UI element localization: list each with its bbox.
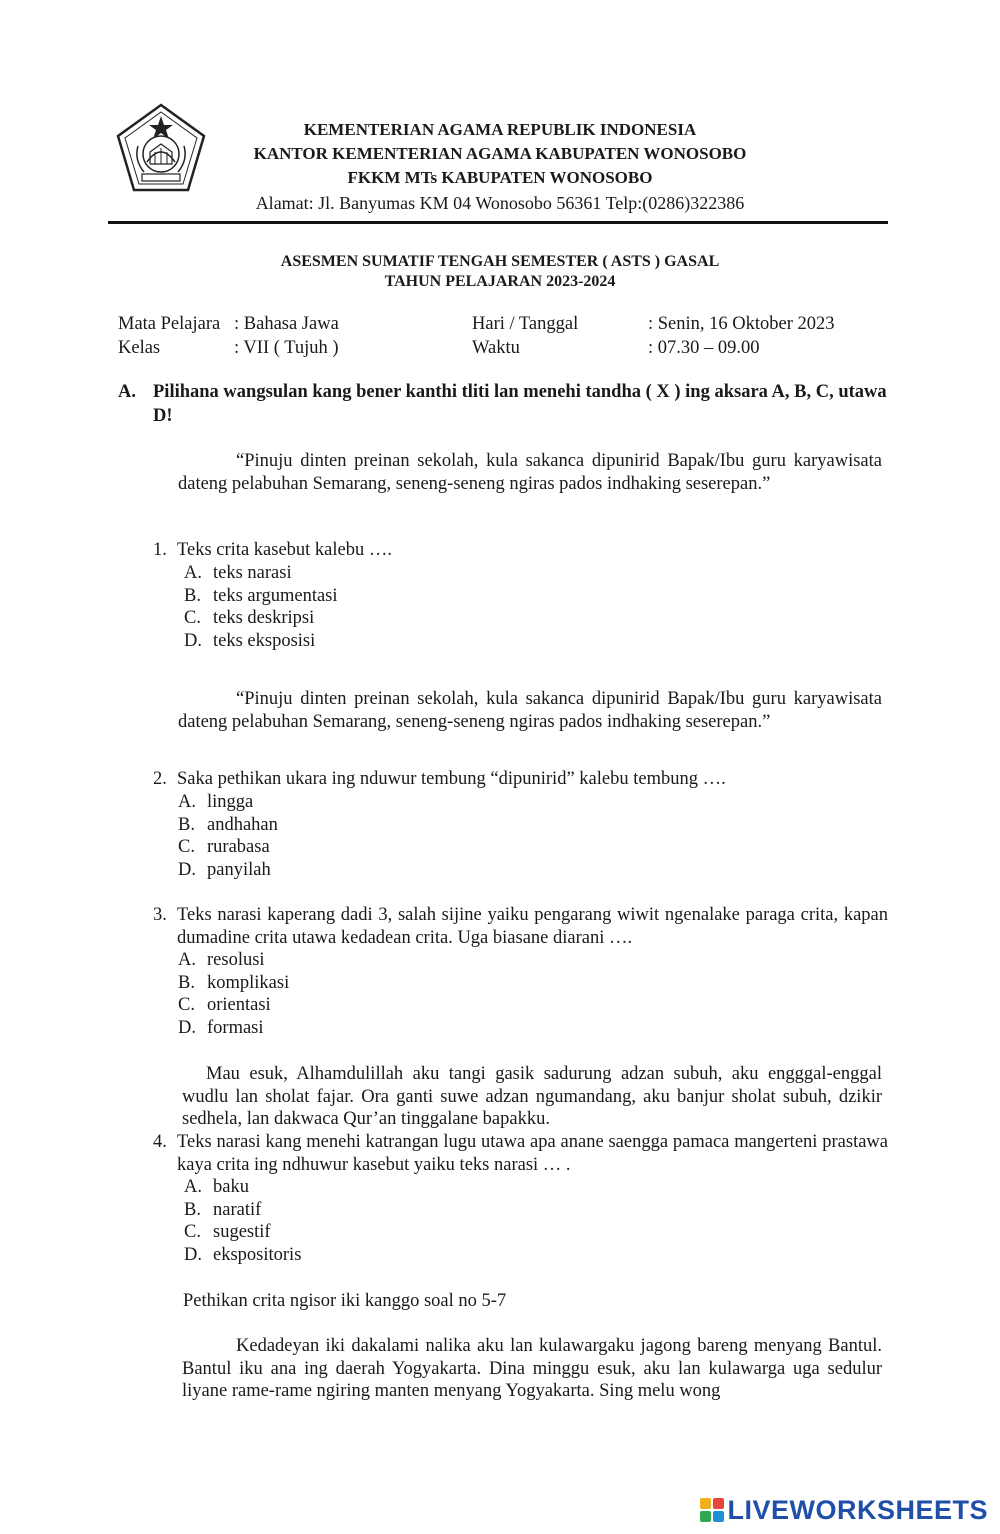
question-number: 1. (153, 540, 167, 560)
question-3 (153, 904, 888, 949)
office-name: KANTOR KEMENTERIAN AGAMA KABUPATEN WONOSOBO (253, 144, 747, 163)
subject-label: Mata Pelajara (118, 314, 221, 334)
question-stem: Teks narasi kang menehi katrangan lugu utawa apa anane saengga pamaca mangerteni prastawa kaya crita ing ndhuwur kasebut yaiku teks narasi … . (177, 1132, 888, 1175)
question-number: 3. (153, 905, 167, 925)
section-a-text: Pilihana wangsulan kang bener kanthi tliti lan menehi tandha ( X ) ing aksara A, B, C, utawa D! (153, 382, 887, 426)
question-1 (153, 539, 888, 562)
subject-value: : Bahasa Jawa (234, 314, 339, 334)
liveworksheets-watermark (700, 1494, 988, 1525)
question-stem: Saka pethikan ukara ing nduwur tembung “dipunirid” kalebu tembung …. (177, 769, 726, 789)
question-4 (153, 1131, 888, 1176)
day-label: Hari / Tanggal (472, 314, 579, 334)
question-number: 2. (153, 769, 167, 789)
passage-2: “Pinuju dinten preinan sekolah, kula sakanca dipunirid Bapak/Ibu guru karyawisata dateng pelabuhan Semarang, seneng-seneng ngiras pados indhaking seserepan.” (178, 689, 882, 732)
forum-name: FKKM MTs KABUPATEN WONOSOBO (347, 168, 653, 187)
class-label: Kelas (118, 338, 161, 358)
watermark-text: LIVEWORKSHEETS (727, 1494, 988, 1525)
exam-year: TAHUN PELAJARAN 2023-2024 (384, 273, 616, 290)
letterhead-divider (108, 221, 888, 224)
question-stem: Teks crita kasebut kalebu …. (177, 540, 392, 560)
letterhead (210, 118, 790, 216)
question-number: 4. (153, 1132, 167, 1152)
section-a-label: A. (118, 382, 136, 402)
section-a-instruction (118, 380, 888, 428)
question-2 (153, 768, 888, 791)
exam-title: ASESMEN SUMATIF TENGAH SEMESTER ( ASTS ) GASAL (280, 253, 720, 270)
liveworksheets-logo-icon (700, 1498, 724, 1522)
passage-1: “Pinuju dinten preinan sekolah, kula sakanca dipunirid Bapak/Ibu guru karyawisata dateng pelabuhan Semarang, seneng-seneng ngiras pados indhaking seserepan.” (178, 451, 882, 494)
kemenag-emblem-icon (114, 102, 208, 196)
intro-questions-5-7: Pethikan crita ngisor iki kanggo soal no 5-7 (183, 1291, 507, 1311)
passage-4: Kedadeyan iki dakalami nalika aku lan kulawargaku jagong bareng menyang Bantul. Bantul iku ana ing daerah Yogyakarta. Dina minggu esuk, aku lan kulawarga uga sedulur liyane rame-rame ngiring manten menyang Yogyakarta. Sing melu wong (182, 1336, 882, 1401)
question-stem: Teks narasi kaperang dadi 3, salah sijine yaiku pengarang wiwit ngenalake paraga crita, kapan dumadine crita utawa kedadean crita. Uga biasane diarani …. (177, 905, 888, 948)
time-label: Waktu (472, 338, 520, 358)
ministry-name: KEMENTERIAN AGAMA REPUBLIK INDONESIA (303, 120, 697, 139)
passage-3: Mau esuk, Alhamdulillah aku tangi gasik sadurung adzan subuh, aku engggal-enggal wudlu lan sholat fajar. Ora ganti suwe adzan ngumandang, aku banjur sholat subuh, dzikir sedhela, lan dakwaca Qur’an tinggalane bapakku. (182, 1064, 882, 1129)
exam-info (118, 312, 898, 360)
class-value: : VII ( Tujuh ) (234, 338, 339, 358)
day-value: : Senin, 16 Oktober 2023 (648, 314, 835, 334)
time-value: : 07.30 – 09.00 (648, 338, 760, 358)
office-address: Alamat: Jl. Banyumas KM 04 Wonosobo 56361 Telp:(0286)322386 (255, 193, 745, 213)
